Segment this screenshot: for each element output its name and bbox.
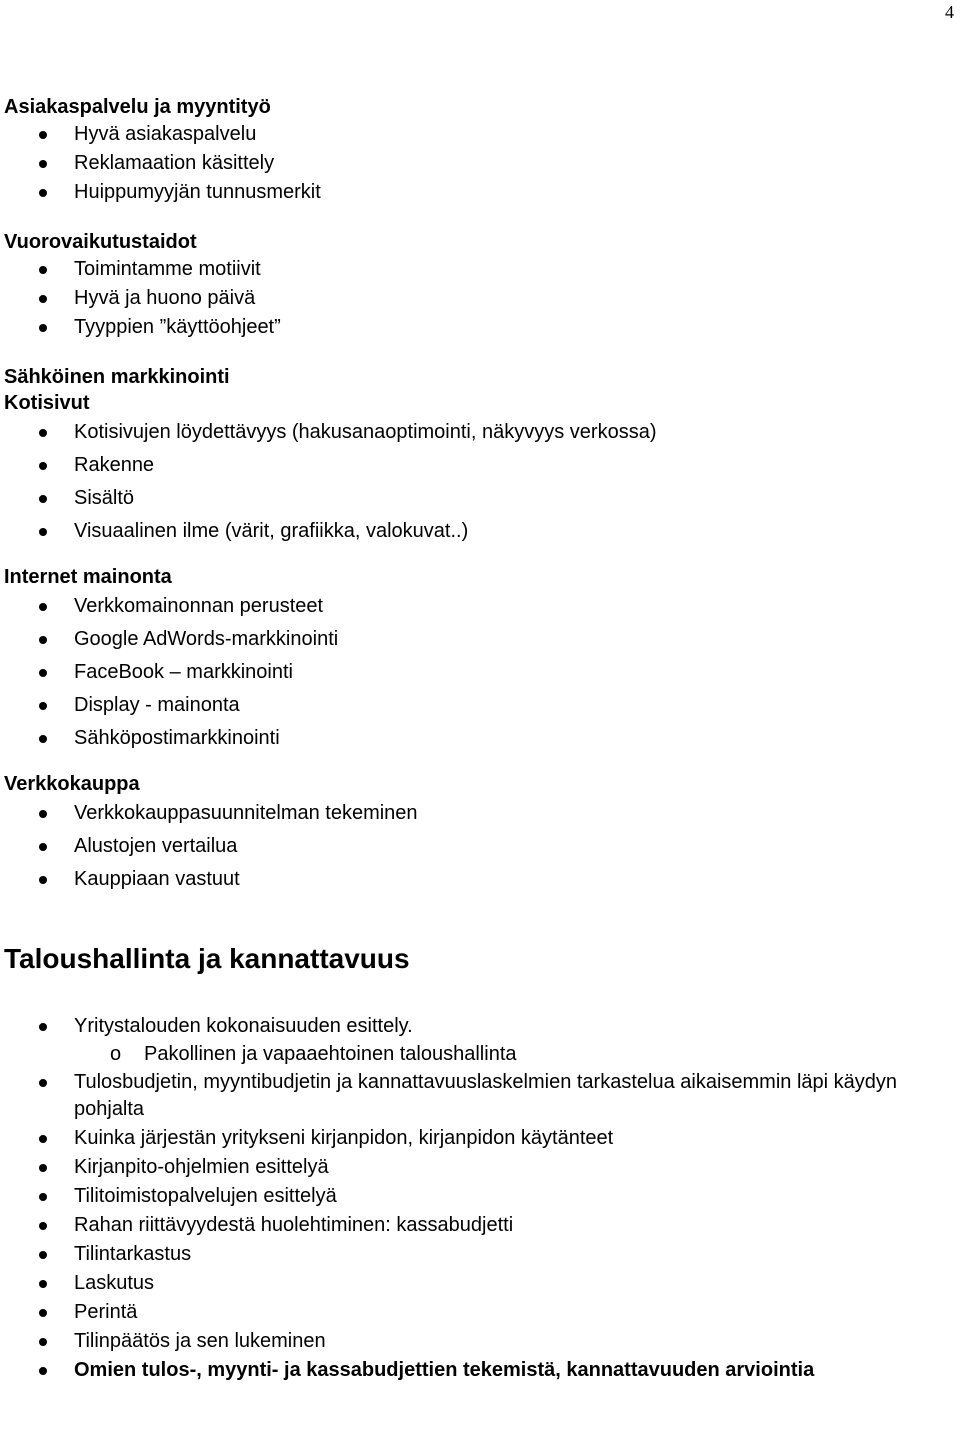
list-item: Toimintamme motiivit: [4, 255, 956, 284]
section-title-talous: Taloushallinta ja kannattavuus: [4, 943, 410, 974]
list-item: Hyvä asiakaspalvelu: [4, 120, 956, 149]
bullet-icon: [39, 636, 47, 644]
bullet-icon: [39, 1079, 47, 1087]
section-title-internet: Internet mainonta: [4, 566, 172, 588]
section-title-verkkokauppa: Verkkokauppa: [4, 773, 140, 795]
bullet-icon: [39, 702, 47, 710]
section-subtitle-kotisivut: Kotisivut: [4, 392, 90, 414]
bullet-icon: [39, 1164, 47, 1172]
list-item: Kauppiaan vastuut: [4, 863, 956, 896]
bullet-icon: [39, 295, 47, 303]
bullet-icon: [39, 1135, 47, 1143]
list-item: Huippumyyjän tunnusmerkit: [4, 178, 956, 207]
list-sub-item: o Pakollinen ja vapaaehtoinen taloushallinta: [4, 1041, 956, 1068]
list-item: Rahan riittävyydestä huolehtiminen: kassabudjetti: [4, 1211, 956, 1240]
bullet-icon: [39, 528, 47, 536]
list-item: Verkkomainonnan perusteet: [4, 590, 956, 623]
bullet-icon: [39, 1338, 47, 1346]
bullet-icon: [39, 266, 47, 274]
bullet-icon: [39, 1222, 47, 1230]
list-item: Kotisivujen löydettävyys (hakusanaoptimointi, näkyvyys verkossa): [4, 416, 956, 449]
bullet-icon: [39, 1023, 47, 1031]
bullet-icon: [39, 1193, 47, 1201]
bullet-icon: [39, 131, 47, 139]
section-title-sahkoinen: Sähköinen markkinointi: [4, 366, 230, 388]
document-body: [4, 94, 956, 1385]
list-sahkoinen: [4, 416, 956, 548]
list-item: Tyyppien ”käyttöohjeet”: [4, 313, 956, 342]
list-item: Hyvä ja huono päivä: [4, 284, 956, 313]
list-talous: [4, 1012, 956, 1385]
list-item: FaceBook – markkinointi: [4, 656, 956, 689]
list-item: Alustojen vertailua: [4, 830, 956, 863]
list-item: Google AdWords-markkinointi: [4, 623, 956, 656]
bullet-icon: [39, 495, 47, 503]
list-item: Perintä: [4, 1298, 956, 1327]
list-verkkokauppa: [4, 797, 956, 896]
list-item: Rakenne: [4, 449, 956, 482]
list-item: Tilintarkastus: [4, 1240, 956, 1269]
list-item: Visuaalinen ilme (värit, grafiikka, valokuvat..): [4, 515, 956, 548]
list-item: Verkkokauppasuunnitelman tekeminen: [4, 797, 956, 830]
list-asiakaspalvelu: [4, 120, 956, 207]
list-internet: [4, 590, 956, 755]
bullet-icon: [39, 735, 47, 743]
list-vuorovaikutus: [4, 255, 956, 342]
list-item: Sähköpostimarkkinointi: [4, 722, 956, 755]
bullet-icon: [39, 1367, 47, 1375]
section-title-vuorovaikutus: Vuorovaikutustaidot: [4, 231, 197, 253]
list-item: Omien tulos-, myynti- ja kassabudjettien tekemistä, kannattavuuden arviointia: [4, 1356, 956, 1385]
list-item: Tulosbudjetin, myyntibudjetin ja kannattavuuslaskelmien tarkastelua aikaisemmin läpi käydyn pohjalta: [4, 1068, 956, 1124]
section-title-asiakaspalvelu: Asiakaspalvelu ja myyntityö: [4, 96, 271, 118]
bullet-icon: [39, 876, 47, 884]
bullet-icon: [39, 669, 47, 677]
bullet-icon: [39, 843, 47, 851]
list-item: Kuinka järjestän yritykseni kirjanpidon, kirjanpidon käytänteet: [4, 1124, 956, 1153]
list-item: Sisältö: [4, 482, 956, 515]
bullet-icon: [39, 160, 47, 168]
bullet-icon: [39, 324, 47, 332]
bullet-icon: [39, 1309, 47, 1317]
list-item: Display - mainonta: [4, 689, 956, 722]
list-item: Kirjanpito-ohjelmien esittelyä: [4, 1153, 956, 1182]
bullet-icon: [39, 429, 47, 437]
bullet-icon: [39, 603, 47, 611]
list-item: Yritystalouden kokonaisuuden esittely.: [4, 1012, 956, 1041]
list-item: Laskutus: [4, 1269, 956, 1298]
list-item: Reklamaation käsittely: [4, 149, 956, 178]
bullet-icon: [39, 810, 47, 818]
bullet-icon: [39, 462, 47, 470]
list-item: Tilitoimistopalvelujen esittelyä: [4, 1182, 956, 1211]
bullet-icon: [39, 189, 47, 197]
bullet-icon: [39, 1280, 47, 1288]
page-number: 4: [945, 2, 954, 22]
circle-bullet-icon: o: [110, 1043, 122, 1065]
list-item: Tilinpäätös ja sen lukeminen: [4, 1327, 956, 1356]
bullet-icon: [39, 1251, 47, 1259]
